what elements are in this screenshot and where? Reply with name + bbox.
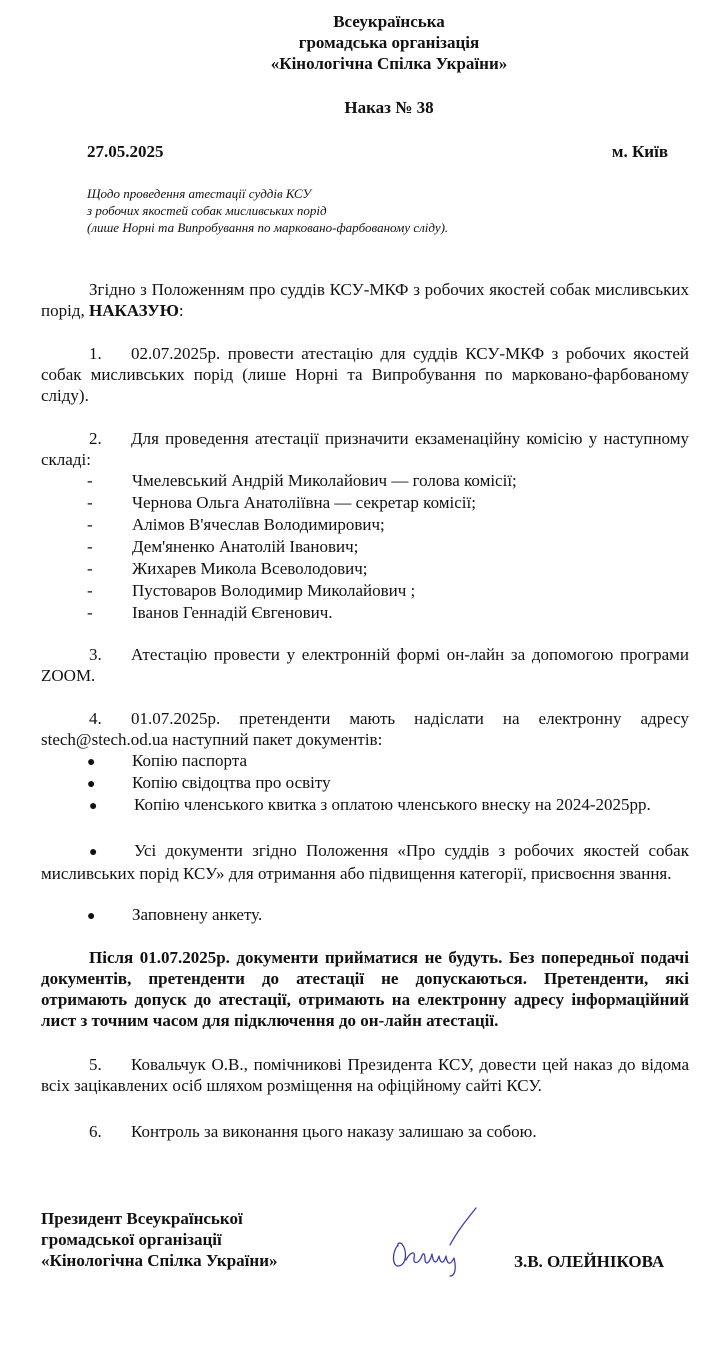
signatory-title-line-1: Президент Всеукраїнської — [41, 1209, 243, 1228]
subject-line-1: Щодо проведення атестації суддів КСУ — [87, 186, 312, 201]
order-item-5 — [41, 1054, 689, 1096]
required-document — [87, 750, 247, 773]
org-name-line-3: «Кінологічна Спілка України» — [270, 54, 508, 73]
member-name: Чмелевський Андрій Миколайович — голова комісії; — [132, 471, 517, 490]
item-number: 4. — [89, 709, 102, 728]
order-city: м. Київ — [611, 142, 668, 161]
preamble-emphasis: НАКАЗУЮ — [88, 301, 179, 320]
signature-stroke — [450, 1208, 476, 1245]
document-text: Заповнену анкету. — [132, 905, 263, 924]
commission-member — [87, 514, 385, 535]
dash-marker: - — [87, 581, 93, 600]
document-text: Копію членського квитка з оплатою членського внеску на 2024-2025рр. — [134, 795, 651, 814]
bullet-icon: ● — [87, 755, 96, 770]
preamble-suffix: : — [178, 301, 184, 320]
subject-line-2: з робочих якостей собак мисливських порід — [87, 203, 327, 218]
order-title: Наказ № 38 — [344, 98, 434, 117]
document-text: Усі документи згідно Положення «Про суддів з робочих якостей собак мисливських порід КСУ» для отримання або підвищення категорії, присвоєння звання. — [41, 841, 689, 883]
required-document — [87, 772, 331, 795]
member-name: Іванов Геннадій Євгенович. — [132, 603, 333, 622]
item-text: Ковальчук О.В., помічникові Президента КСУ, довести цей наказ до відома всіх зацікавлених осіб шляхом розміщення на офіційному сайті КСУ. — [41, 1055, 689, 1095]
member-name: Пустоваров Володимир Миколайович ; — [132, 581, 416, 600]
item-number: 1. — [89, 344, 102, 363]
org-name-line-1: Всеукраїнська — [333, 12, 445, 31]
item-text: Контроль за виконання цього наказу залишаю за собою. — [131, 1122, 537, 1141]
preamble-text: Згідно з Положенням про суддів КСУ-МКФ з робочих якостей собак мисливських порід, — [41, 280, 689, 320]
signature-stroke — [406, 1253, 421, 1263]
document-text: Копію свідоцтва про освіту — [132, 773, 331, 792]
order-item-2 — [41, 428, 689, 470]
order-subject — [87, 185, 448, 236]
org-name-line-2: громадська організація — [298, 33, 480, 52]
commission-member — [87, 558, 368, 579]
required-document — [87, 904, 262, 927]
signatory-title — [41, 1208, 278, 1271]
item-number: 6. — [89, 1122, 102, 1141]
member-name: Дем'яненко Анатолій Іванович; — [132, 537, 359, 556]
member-name: Жихарев Микола Всеволодович; — [132, 559, 368, 578]
signature-stroke — [394, 1243, 406, 1266]
organization-header — [0, 11, 722, 74]
commission-member — [87, 492, 476, 513]
item-text: Атестацію провести у електронній формі он-лайн за допомогою програми ZOOM. — [41, 645, 689, 685]
commission-member — [87, 580, 415, 601]
order-date: 27.05.2025 — [87, 142, 164, 161]
item-text: 01.07.2025р. претенденти мають надіслати на електронну адресу stech@stech.od.ua наступний пакет документів: — [41, 709, 689, 749]
dash-marker: - — [87, 559, 93, 578]
dash-marker: - — [87, 603, 93, 622]
order-item-3 — [41, 644, 689, 686]
bullet-icon: ● — [89, 845, 98, 860]
member-name: Чернова Ольга Анатоліївна — секретар комісії; — [132, 493, 476, 512]
commission-member — [87, 470, 517, 491]
handwritten-signature — [388, 1200, 518, 1280]
signature-stroke — [421, 1254, 455, 1276]
order-item-1 — [41, 343, 689, 406]
signatory-title-line-2: громадської організації — [41, 1230, 222, 1249]
item-text: 02.07.2025р. провести атестацію для суддів КСУ-МКФ з робочих якостей собак мисливських порід (лише Норні та Випробування по марковано-фарбованому сліду). — [41, 344, 689, 405]
dash-marker: - — [87, 493, 93, 512]
required-document — [41, 840, 689, 884]
item-text: Для проведення атестації призначити екзаменаційну комісію у наступному складі: — [41, 429, 689, 469]
dash-marker: - — [87, 537, 93, 556]
bullet-icon: ● — [87, 777, 96, 792]
dash-marker: - — [87, 471, 93, 490]
order-item-6 — [41, 1121, 689, 1142]
item-number: 3. — [89, 645, 102, 664]
member-name: Алімов В'ячеслав Володимирович; — [132, 515, 385, 534]
required-document — [41, 794, 689, 817]
commission-member — [87, 536, 358, 557]
dash-marker: - — [87, 515, 93, 534]
bullet-icon: ● — [87, 909, 96, 924]
document-text: Копію паспорта — [132, 751, 248, 770]
subject-line-3: (лише Норні та Випробування по марковано-фарбованому сліду). — [87, 220, 449, 235]
commission-member — [87, 602, 333, 623]
item-number: 5. — [89, 1055, 102, 1074]
signatory-title-line-3: «Кінологічна Спілка України» — [41, 1251, 278, 1270]
order-item-4 — [41, 708, 689, 750]
signatory-name: З.В. ОЛЕЙНІКОВА — [514, 1252, 665, 1271]
bullet-icon: ● — [89, 799, 98, 814]
preamble — [41, 279, 689, 321]
deadline-notice: Після 01.07.2025р. документи прийматися не будуть. Без попередньої подачі документів, претенденти до атестації не допускаються. Претенденти, які отримають допуск до атестації, отримають на електронну адресу інформаційний лист з точним часом для підключення до он-лайн атестації. — [41, 948, 689, 1030]
item-number: 2. — [89, 429, 102, 448]
